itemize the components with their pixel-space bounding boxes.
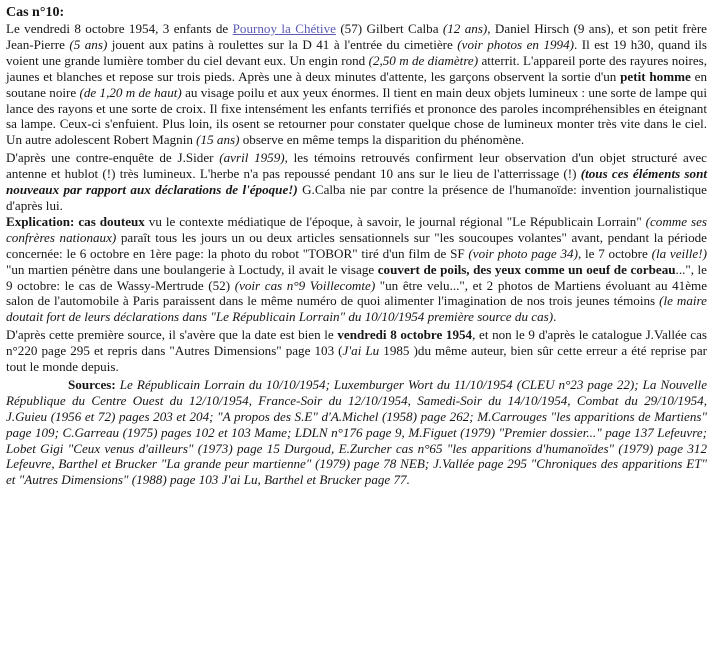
text: D'après cette première source, il s'avère que la date est bien le: [6, 327, 338, 343]
text: (57) Gilbert Calba: [335, 21, 443, 36]
text: , les témoins retrouvés confirment leur observation d'un objet structuré avec antenne et hublot (!) très lumineux. L'herbe n'a pas repoussé pendant 10 ans sur le lieu de l'atterrissage (!): [6, 150, 707, 182]
aside-note: (comme ses confrères nationaux): [6, 213, 708, 245]
photo-note: (voir photos en 1994): [457, 36, 574, 52]
height-note: (de 1,20 m de haut): [79, 84, 182, 100]
mayor-note: (le maire doutait fort de leurs déclarations dans "Le Républicain Lorrain" du 10/10/1954 première source du cas): [6, 293, 707, 325]
sources-label: Sources:: [68, 376, 116, 392]
text: jouent aux patins à roulettes sur la D 41 à l'entrée du cimetière: [107, 36, 458, 52]
explanation-label: Explication: cas douteux: [6, 213, 145, 229]
age-note: (5 ans): [69, 36, 108, 52]
bold-date: vendredi 8 octobre 1954: [337, 327, 473, 343]
size-note: (2,50 m de diamètre): [368, 52, 479, 68]
text: .: [553, 309, 557, 325]
text: en soutane noire: [6, 68, 707, 100]
case-title: Cas n°10:: [6, 5, 65, 20]
sources-list: Le Républicain Lorrain du 10/10/1954; Luxemburger Wort du 11/10/1954 (CLEU n°23 page 22); La Nouvelle République du Centre Ouest du 12/10/1954, France-Soir du 12/10/1954, Samedi-Soir du 14/10/1954, Combat du 29/10/1954, J.Guieu (1956 et 72) pages 203 et 204; "A propos des S.E" d'A.Michel (1958) page 262; M.Carrouges "les apparitions de Martiens" page 109; C.Garreau (1975) pages 102 et 103 Mame; LDLN n°176 page 9, M.Figuet (1979) "Premier dossier..." page 137 Lefeuvre; Lobet Gigi "Ceux venus d'ailleurs" (1973) page 15 Durgoud, E.Zurcher cas n°65 "les apparitions d'humanoïdes" (1979) page 312 Lefeuvre, Barthel et Brucker "La grande peur martienne" (1979) page 78 NEB; J.Vallée page 295 "Chroniques des apparitions ET" et "Autres Dimensions" (1988) page 103 J'ai Lu, Barthel et Brucker page 77.: [6, 376, 707, 488]
text: atterrit. L'appareil porte des rayures noires, jaunes et blanches et repose sur trois pieds. Après une à deux minutes d'attente, les garçons observent la sortie d'un: [6, 52, 707, 84]
text: , le 7 octobre: [577, 245, 652, 261]
text: ...", le 9 octobre: le cas de Wassy-Mertrude (52): [6, 261, 707, 293]
paragraph-sources: [6, 377, 707, 488]
bold-term: petit homme: [620, 68, 691, 84]
text: "un être velu...", et 2 photos de Martiens évoluant au 41ème salon de l'automobile à Paris paraissent dans le même numéro de quoi alimenter l'imagination de nos trois jeunes témoins: [6, 277, 708, 309]
text: Le vendredi 8 octobre 1954, 3 enfants de: [6, 21, 233, 36]
text: G.Calba nie par contre la présence de l'humanoïde: invention journalistique d'après lui.: [6, 182, 707, 213]
publisher-note: J'ai Lu: [342, 343, 380, 359]
age-note: (12 ans): [442, 21, 488, 36]
bold-quote: couvert de poils, des yeux comme un oeuf de corbeau: [377, 261, 676, 277]
text: vu le contexte médiatique de l'époque, à savoir, le journal régional "Le Républicain Lorrain": [144, 213, 646, 229]
place-link[interactable]: Pournoy la Chétive: [232, 21, 336, 36]
paragraph-date-source: [6, 327, 707, 375]
text: au visage poilu et aux yeux énormes. Il tient en main deux objets lumineux : une sorte de lampe qui lance des rayons et une sorte de croix. Il fixe intensément les enfants terrifiés et prononce des paroles incompréhensibles en éteignant sa lampe. Ceux-ci s'enfuient. Plus loin, ils osent se retourner pour constater quelque chose de lumineux monter très vite dans le ciel. Un autre adolescent Robert Magnin: [6, 84, 707, 148]
paragraph-explanation: [6, 214, 707, 325]
text: D'après une contre-enquête de J.Sider: [6, 150, 220, 166]
paragraph-account: [6, 21, 707, 148]
photo-note: (voir photo page 34): [468, 245, 578, 261]
case-ref-note: (voir cas n°9 Voillecomte): [234, 277, 376, 293]
text: paraît tous les jours un ou deux articles sensationnels sur "les soucoupes volantes" avant, pendant la période concernée: le 6 octobre en 1ère page: la photo du robot "TOBOR" tiré d'un film de SF: [6, 229, 707, 261]
text: , et non le 9 d'après le catalogue J.Vallée cas n°220 page 295 et repris dans "Autres Dimensions" page 103 (: [6, 327, 707, 359]
text: observe en même temps la disparition du phénomène.: [239, 132, 525, 148]
text: , Daniel Hirsch (9 ans), et son petit frère Jean-Pierre: [6, 21, 707, 52]
age-note: (15 ans): [196, 132, 240, 148]
date-note: (avril 1959): [219, 150, 285, 166]
aside-note: (la veille!): [651, 245, 707, 261]
text: "un martien pénètre dans une boulangerie à Loctudy, il avait le visage: [6, 261, 378, 277]
remark-note: (tous ces éléments sont nouveaux par rapport aux déclarations de l'époque!): [6, 166, 707, 198]
text: . Il est 19 h30, quand ils voient une grande lumière tomber du ciel devant eux. Un engin rond: [6, 36, 708, 68]
paragraph-counter-inquiry: [6, 150, 707, 214]
text: 1985 )du même auteur, bien sûr cette erreur a été reprise par tout le monde depuis.: [6, 343, 707, 375]
